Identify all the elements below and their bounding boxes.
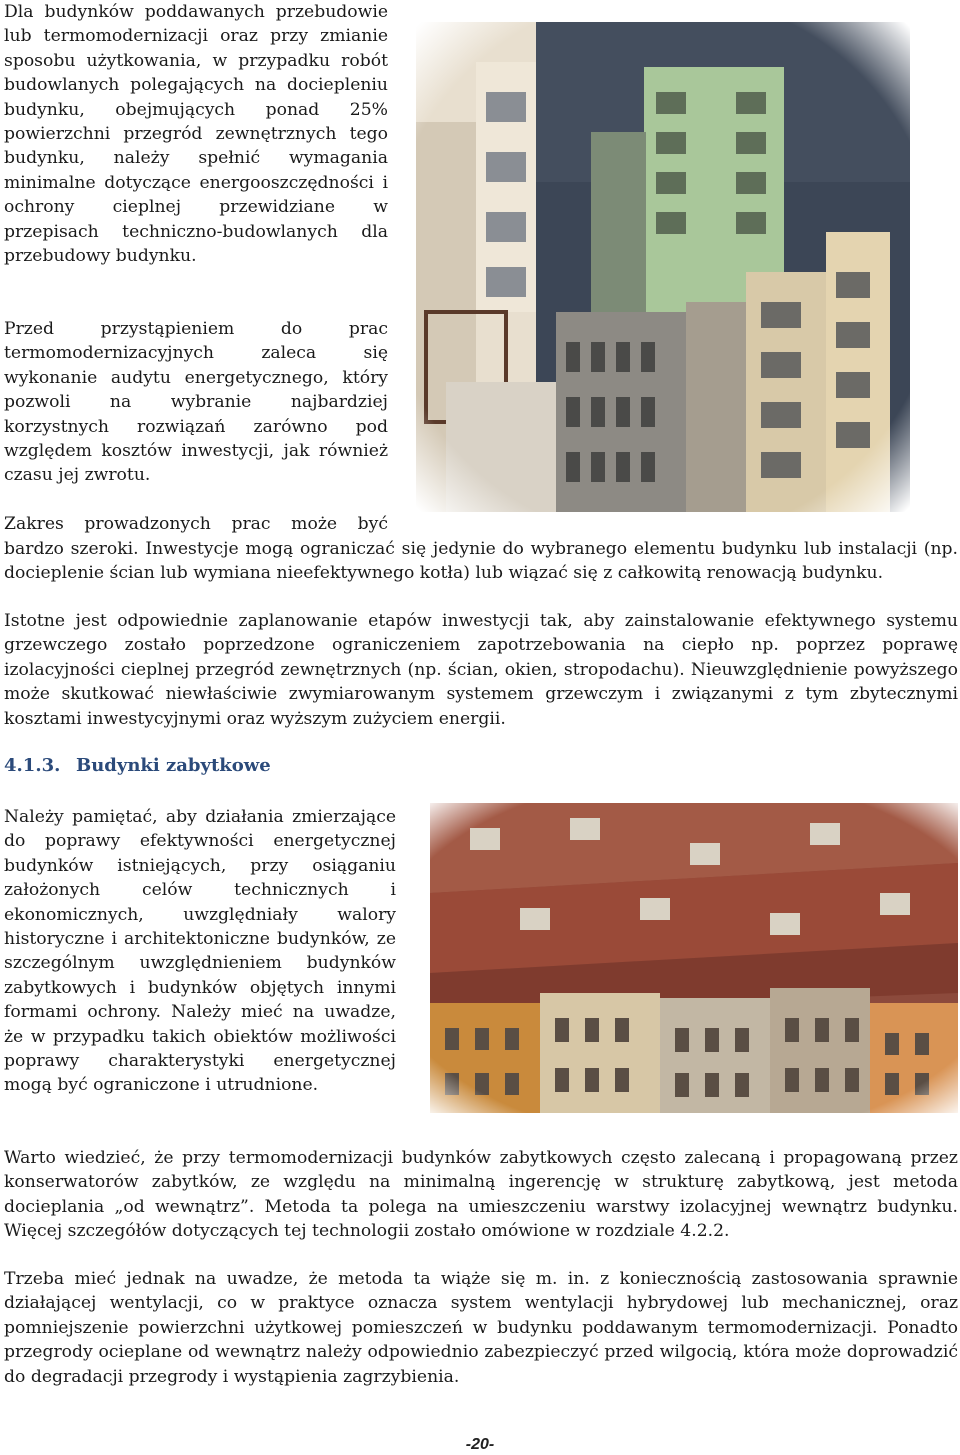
page-number: -20-: [465, 1436, 495, 1453]
photo-old-town-roofs: [430, 803, 958, 1113]
section-title: Budynki zabytkowe: [76, 755, 271, 776]
old-town-roofs-illustration: [430, 803, 958, 1113]
paragraph-energy-audit: Przed przystąpieniem do prac termomodernizacyjnych zaleca się wykonanie audytu energetycznego, który pozwoli na wybranie najbardziej korzystnych rozwiązań zarówno pod względem kosztów inwestycji, jak również czasu jej zwrotu.: [4, 319, 388, 486]
section-heading: [4, 755, 271, 776]
section-number: 4.1.3.: [4, 755, 61, 776]
apartment-blocks-illustration: [416, 22, 910, 512]
paragraph-renovation-requirements: Dla budynków poddawanych przebudowie lub termomodernizacji oraz przy zmianie sposobu użytkowania, w przypadku robót budowlanych polegających na dociepleniu budynku, obejmujących ponad 25% powierzchni przegród zewnętrznych tego budynku, należy spełnić wymagania minimalne dotyczące energooszczędności i ochrony cieplnej przewidziane w przepisach techniczno-budowlanych dla przebudowy budynku.: [4, 2, 388, 267]
photo-apartment-blocks: [416, 22, 910, 512]
paragraph-scope: bardzo szeroki. Inwestycje mogą ograniczać się jedynie do wybranego elementu budynku lub instalacji (np. docieplenie ścian lub wymiana nieefektywnego kotła) lub wiązać się z całkowitą renowacją budynku.: [4, 539, 958, 584]
paragraph-internal-insulation: Warto wiedzieć, że przy termomodernizacji budynków zabytkowych często zalecaną i propagowaną przez konserwatorów zabytków, ze względu na minimalną ingerencję w strukturę zabytkową, jest metoda docieplania „od wewnątrz”. Metoda ta polega na umieszczeniu warstwy izolacyjnej wewnątrz budynku. Więcej szczegółów dotyczących tej technologii zostało omówione w rozdziale 4.2.2.: [4, 1148, 958, 1242]
paragraph-ventilation: Trzeba mieć jednak na uwadze, że metoda ta wiąże się m. in. z koniecznością zastosowania sprawnie działającej wentylacji, co w praktyce oznacza system wentylacji hybrydowej lub mechanicznej, oraz pomniejszenie powierzchni użytkowej pomieszczeń w budynku poddawanym termomodernizacji. Ponadto przegrody ocieplane od wewnątrz należy odpowiednio zabezpieczyć przed wilgocią, która może doprowadzić do degradacji przegrody i wystąpienia zagrzybienia.: [4, 1269, 958, 1387]
paragraph-heating-planning: Istotne jest odpowiednie zaplanowanie etapów inwestycji tak, aby zainstalowanie efektywnego systemu grzewczego zostało poprzedzone ograniczeniem zapotrzebowania na ciepło np. poprzez poprawę izolacyjności cieplnej przegród zewnętrznych (np. ścian, okien, stropodachu). Nieuwzględnienie powyższego może skutkować niewłaściwie zwymiarowanym systemem grzewczym i związanymi z tym zbytecznymi kosztami inwestycyjnymi oraz wyższym zużyciem energii.: [4, 611, 958, 729]
paragraph-historic-buildings: Należy pamiętać, aby działania zmierzające do poprawy efektywności energetycznej budynków istniejących, przy osiąganiu założonych celów technicznych i ekonomicznych, uwzględniały walory historyczne i architektoniczne budynków, ze szczególnym uwzględnieniem budynków zabytkowych i budynków objętych innymi formami ochrony. Należy mieć na uwadze, że w przypadku takich obiektów możliwości poprawy charakterystyki energetycznej mogą być ograniczone i utrudnione.: [4, 807, 396, 1096]
paragraph-scope-intro: Zakres prowadzonych prac może być: [4, 514, 388, 534]
